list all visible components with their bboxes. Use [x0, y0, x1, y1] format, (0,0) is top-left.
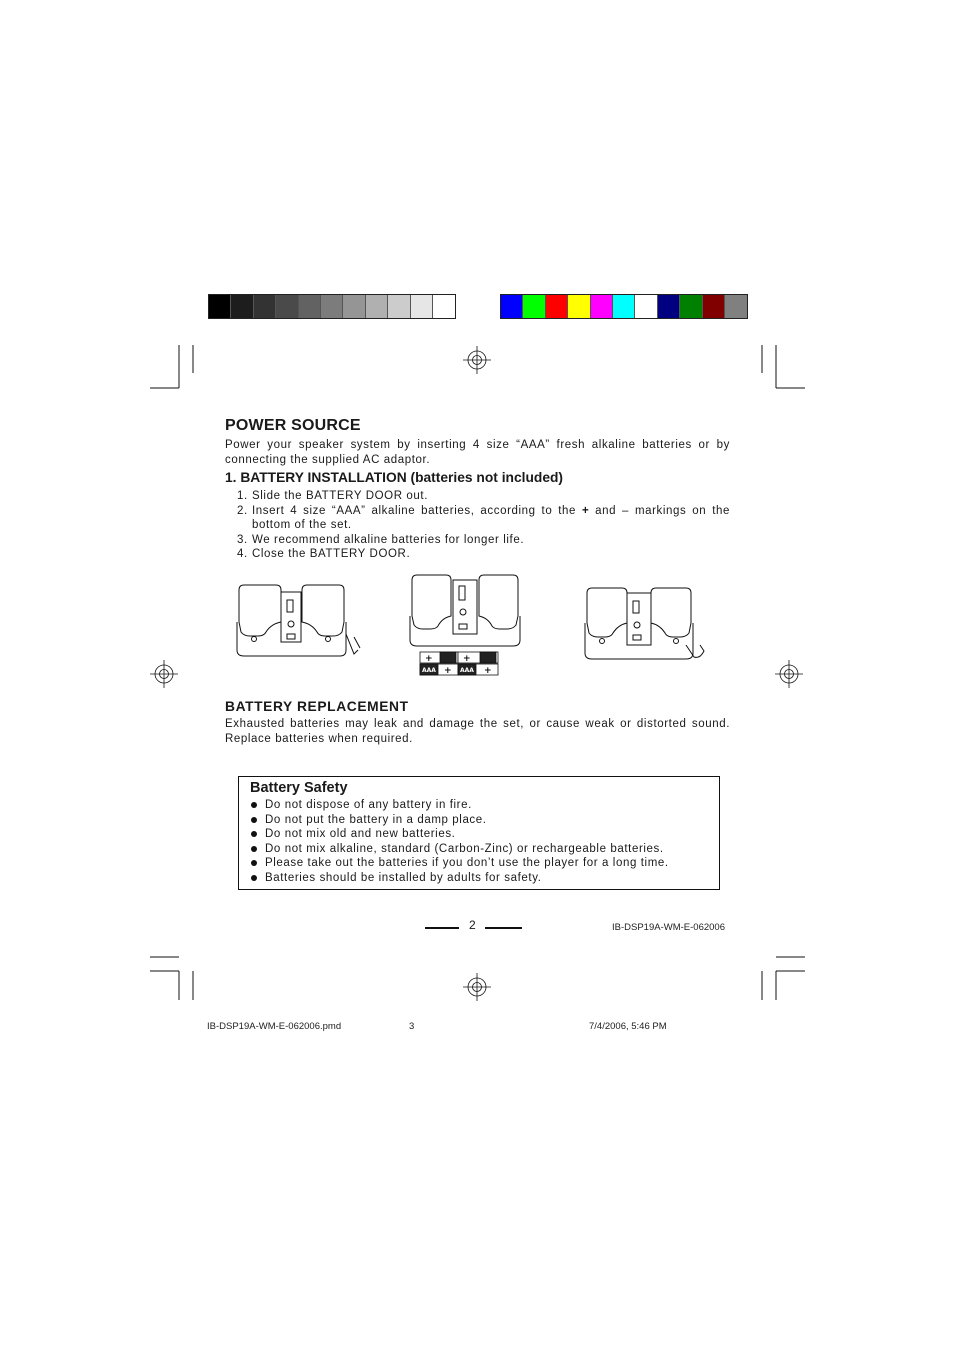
installation-heading: 1. BATTERY INSTALLATION (batteries not included): [225, 470, 564, 485]
step-item: 3. We recommend alkaline batteries for longer life.: [237, 533, 525, 546]
installation-steps: [237, 489, 730, 562]
bullet-icon: [251, 802, 257, 808]
battery-door-close-illustration: [584, 585, 714, 665]
battery-door-open-illustration: [236, 582, 366, 662]
doc-code: IB-DSP19A-WM-E-062006: [612, 922, 725, 933]
step-item: 4. Close the BATTERY DOOR.: [237, 548, 411, 560]
bullet-icon: [251, 846, 257, 852]
svg-text:+: +: [425, 654, 433, 664]
safety-item: Do not put the battery in a damp place.: [250, 813, 669, 828]
file-name: IB-DSP19A-WM-E-062006.pmd: [207, 1021, 342, 1032]
safety-item: Do not dispose of any battery in fire.: [250, 798, 669, 813]
replacement-heading: BATTERY REPLACEMENT: [225, 699, 409, 714]
plus-symbol: +: [581, 504, 590, 517]
svg-text:+: +: [484, 666, 492, 676]
bullet-icon: [251, 875, 257, 881]
replacement-paragraph: Exhausted batteries may leak and damage the set, or cause weak or distorted sound. Replace batteries when required.: [225, 718, 730, 745]
step-item: 2. Insert 4 size “AAA” alkaline batteries, according to the + and – markings on the bottom of the set.: [237, 504, 730, 531]
svg-text:+: +: [444, 666, 452, 676]
safety-heading: Battery Safety: [250, 780, 348, 796]
page-number-rule-left: [425, 927, 459, 929]
step-item: 1. Slide the BATTERY DOOR out.: [237, 490, 428, 502]
battery-safety-box: [238, 776, 720, 890]
bullet-icon: [251, 860, 257, 866]
intro-paragraph: Power your speaker system by inserting 4 size “AAA” fresh alkaline batteries or by connecting the supplied AC adaptor.: [225, 439, 730, 466]
battery-label: AAA: [460, 667, 474, 674]
bullet-icon: [251, 817, 257, 823]
svg-text:+: +: [463, 654, 471, 664]
bullet-icon: [251, 831, 257, 837]
battery-label: AAA: [422, 667, 436, 674]
sheet-number: 3: [409, 1021, 415, 1032]
safety-item: Do not mix alkaline, standard (Carbon-Zinc) or rechargeable batteries.: [250, 842, 669, 857]
safety-item: Do not mix old and new batteries.: [250, 827, 669, 842]
battery-compartment-illustration: [408, 572, 523, 680]
safety-item: Please take out the batteries if you don’t use the player for a long time.: [250, 856, 669, 871]
safety-list: [250, 798, 669, 885]
page-number-rule-right: [485, 927, 522, 929]
page-title: POWER SOURCE: [225, 417, 361, 434]
page-number: 2: [469, 918, 476, 932]
safety-item: Batteries should be installed by adults for safety.: [250, 871, 669, 886]
print-timestamp: 7/4/2006, 5:46 PM: [589, 1021, 667, 1032]
